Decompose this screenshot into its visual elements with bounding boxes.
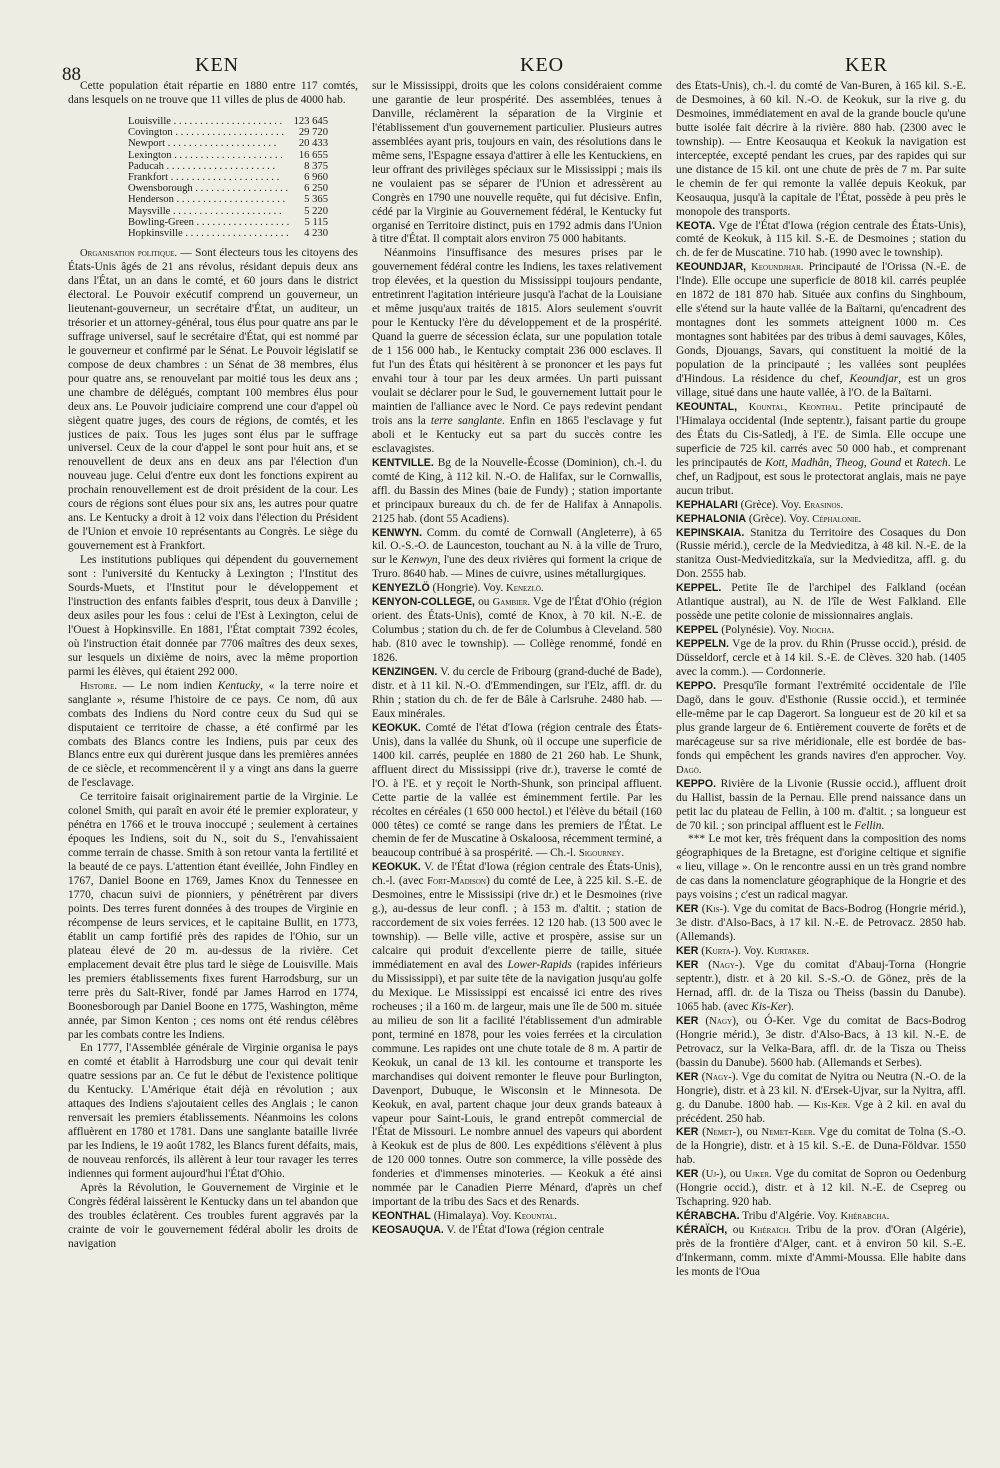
entry-kerabcha: KÉRABCHA. Tribu d'Algérie. Voy. Khérabcha. [676,1210,890,1223]
territory-paragraph: Ce territoire faisait originairement partie de la Virginie. Le colonel Smith, qui paraît en avoir été le premier explorateur, y pénétra en 1766 et le trouva inoccupé ; seulement à certaines époques les Indiens, soit du N., soit du S., l'envahissaient comme terrain de chasse. Smith à son retour vanta la fertilité et la beauté de ce pays. L'attention étant éveillée, John Findley en 1767, Daniel Boone en 1769, James Knox du Tennessee en 1770, chacun suivi de pionniers, y pénétrèrent par divers points. Des terres furent données à des troupes de Virginie en récompense de leurs services, et le capitaine Bullit, en 1773, établit un camp fortifié près des rapides de l'Ohio, sur un plateau élevé de 20 m. au-dessus de la rivière. Cet emplacement devait être plus tard le siège de Louisville. Mais les premiers établissements fixes furent Harrodsburg, sur un terre près du Salt-River, fondé par James Harrod en 1774, Boonesborough par Daniel Boone en 1775, Washington, même année, par Simon Kenton ; ces noms ont été rendus célèbres par les combats contre les Indiens. [68,791,358,1041]
entry-ker-kis: KER (Kis-). Vge du comitat de Bacs-Bodrog (Hongrie mérid.), 3e distr. d'Also-Bacs, à 17 kil. N.-E. de Petrovacz. 2850 hab. (Allemands). [676,903,966,944]
entry-keota: KEOTA. Vge de l'État d'Iowa (région centrale des États-Unis), comté de Keokuk, à 115 kil. S.-E. de Desmoines ; station du ch. de fer de Muscatine. 710 hab. (1990 avec le township). [676,219,966,260]
entry-keoundjar: KEOUNDJAR, Keoundjhar. Principauté de l'Orissa (N.-E. de l'Inde). Elle occupe une superficie de 8018 kil. carrés peuplée en 1872 de 181 870 hab. Située aux confins du Singhboum, elle s'étend sur la haute vallée de la Baïtarni, qu'encadrent des montagnes dont les sommets atteignent 1000 m. Ces montagnes sont habitées par des tribus à demi sauvages, Kôles, Gonds, Djouangs, Savars, qui constituent la moitié de la population de la principauté ; les vallées sont peuplées d'Hindous. La résidence du chef, Keoundjar, est un gros village, situé dans une haute vallée, à l'O. de la Baïtarni. [676,261,966,399]
entry-keppo-river: KEPPO. Rivière de la Livonie (Russie occid.), affluent droit du Hallist, bassin de la Pernau. Elle prend naissance dans un petit lac du plateau de Fellin, à 100 m. d'altit. ; sa longueur est de 70 kil. ; son principal affluent est le Fellin. [676,777,966,832]
keosauqua-continued: des États-Unis), ch.-l. du comté de Van-Buren, à 165 kil. S.-E. de Desmoines, à 60 kil. N.-O. de Keokuk, sur la rive g. du Desmoines, immédiatement en aval de la grande boucle qu'une butte isolée fait décrire à la rivière. 880 hab. (2300 avec le township). — Entre Keosauqua et Keokuk la navigation est interceptée, excepté pendant les crues, par des rapides qui sur une distance de 15 kil. ont une chute de près de 7 m. Par suite le chemin de fer qui remonte la vallée depuis Keokuk, par Keosauqua, jusqu'à la capitale de l'État, possède à peu près le monopole des transports. [676,80,966,218]
city-row: Louisville . . . 123 645 [128,116,328,127]
entry-kephalonia: KEPHALONIA (Grèce). Voy. Céphalonie. [676,512,862,525]
entry-kenyezlo: KENYEZLÖ (Hongrie). Voy. Kenezlö. [372,582,544,595]
entry-ker-kurta: KER (Kurta-). Voy. Kurtaker. [676,945,810,958]
entry-ker-nagy-nyitra: KER (Nagy-). Vge du comitat de Nyitra ou Neutra (N.-O. de la Hongrie), distr. et à 23 kil. N. d'Ersek-Ujvar, sur la Nyitra, affl. g. du Danube. 1800 hab. — Kis-Ker. Vge à 2 kil. en aval du précédent. 250 hab. [676,1070,966,1125]
city-row: Owensborough . . . 6 250 [128,183,328,194]
entry-ker-uj: KER (Uj-), ou Ujker. Vge du comitat de Sopron ou Oedenburg (Hongrie occid.), distr. et à 12 kil. N.-E. de Csepreg ou Tschapring. 920 hab. [676,1168,966,1209]
entry-kentville: KENTVILLE. Bg de la Nouvelle-Écosse (Dominion), ch.-l. du comté de King, à 112 kil. N.-O. de Halifax, sur le Cornwallis, affl. du Bassin des Mines (baie de Fundy) ; station importante et principaux bureaux du ch. de fer de Halifax à Annapolis. 2125 hab. (dont 55 Acadiens). [372,456,662,525]
entry-keokuk-county: KEOKUK. Comté de l'état d'Iowa (région centrale des États-Unis), dans la vallée du Shunk, où il occupe une superficie de 1400 kil. carrés, peuplée en 1880 de 21 260 hab. Le Shunk, affluent direct du Mississippi (rive dr.), traverse le comté de l'O. à l'E. et y reçoit le North-Shunk, son principal affluent. Cette partie de la vallée est éminemment fertile. Par les récoltes en céréales (1 650 000 hectol.) et l'élève du bétail (160 000 têtes) ce comté se range dans les premiers de l'État. Le chemin de fer de Muscatine à Oskaloosa, récemment terminé, a beaucoup contribué à sa prospérité. — Ch.-l. Sigourney. [372,721,662,860]
column-left [68,80,358,1455]
population-intro: Cette population était répartie en 1880 entre 117 comtés, dans lesquels on ne trouve que 11 villes de plus de 4000 hab. [68,80,358,106]
entry-ker-nemet: KER (Nemet-), ou Nemet-Keer. Vge du comitat de Tolna (S.-O. de la Hongrie), distr. et à 15 kil. S.-E. de Duna-Földvar. 1550 hab. [676,1126,966,1167]
entry-keountal: KEOUNTAL, Kountal, Keonthal. Petite principauté de l'Himalaya occidental (Inde septentr.), faisant partie du groupe des États du Cis-Satledj, à l'E. de Simla. Elle occupe une superficie de 725 kil. carrés avec 50 000 hab., et comprenant les principautés de Kott, Madhân, Theog, Gound et Ratech. Le chef, un Radjpout, est sous le protectorat anglais, mais ne paye aucun tribut. [676,400,966,497]
entry-keppel-polynesia: KEPPEL (Polynésie). Voy. Niocha. [676,624,835,637]
entry-kenwyn: KENWYN. Comm. du comté de Cornwall (Angleterre), à 65 kil. O.-S.-O. de Launceston, touchant au N. à la ville de Truro, sur le Kenwyn, l'une des deux rivières qui forment la crique de Truro. 8640 hab. — Mines de cuivre, usines métallurgiques. [372,526,662,581]
column-center [372,80,662,1455]
neanmoins-paragraph: Néanmoins l'insuffisance des mesures prises par le gouvernement fédéral contre les Indiens, les taxes relativement trop élevées, et la question du Mississippi toujours pendante, entretinrent l'agitation intérieure jusqu'à l'achat de la Louisiane et même jusqu'aux traités de 1815. Alors seulement s'ouvrit pour le Kentucky l'ère du développement et de la prospérité. Quand la guerre de sécession éclata, sur une population totale de 1 156 000 hab., le Kentucky comptait 236 000 esclaves. Il fut l'un des États qui hésitèrent à se prononcer et les pays fut envahi tour à tour par les deux armées. Un parti puissant voulait se déclarer pour le Sud, le gouvernement luttait pour le maintien de l'alliance avec le Nord. Ce pays redevint pendant trois ans la terre sanglante. Enfin en 1865 l'esclavage y fut aboli et le Kentucky eut sa part du succès contre les esclavagistes. [372,247,662,455]
entry-keokuk-city: KEOKUK. V. de l'État d'Iowa (région centrale des États-Unis), ch.-l. (avec Fort-Madison) du comté de Lee, à 225 kil. S.-E. de Desmoines, entre le Mississipi (rive dr.) et le Desmoines (rive g.), au-dessus de leur confl. ; à 153 m. d'altit. ; station de raccordement de six voies ferrées. 12 120 hab. (13 500 avec le township). — Belle ville, active et prospère, assise sur un calcaire qui produit d'excellente pierre de taille, située immédiatement en aval des Lower-Rapids (rapides inférieurs du Mississippi), et par suite tête de la navigation jusqu'au golfe du Mexique. Le Mississippi est encaissé ici entre des rives rocheuses ; il a 160 m. de largeur, mais une île de 500 m. située au milieu de son lit a facilité l'établissement d'un admirable pont, terminé en 1878, pour les voies ferrées et la circulation commune. Les rapides ont une chute totale de 8 m. A partir de Keokuk, un canal de 13 kil. les contourne et transporte les marchandises qui doivent remonter le fleuve pour Burlington, Davenport, Dubuque, le Wisconsin et le Minnesota. De Keokuk, en aval, partent chaque jour deux grands bateaux à vapeur pour Saint-Louis, le grand entrepôt commercial de l'État de Missouri. Le nombre annuel des vapeurs qui abordent à Keokuk est de plus de 800. Les expéditions s'élèvent à plus de 120 000 tonnes. Outre son commerce, la ville possède des fonderies et d'immenses minoteries. — Keokuk a été ainsi nommée par le Canadien Pierre Ménard, d'après un chef important de la tribu des Sacs et des Renards. [372,861,662,1209]
assembly-1777-paragraph: En 1777, l'Assemblée générale de Virginie organisa le pays en comté et établit à Harrodsburg une cour qui devait tenir quatre sessions par an. Ce fut le début de l'existence politique du Kentucky. L'Amérique était déjà en révolution ; aux attaques des Indiens s'ajoutaient celles des Anglais ; le canon renversait les premiers établissements. Néanmoins les colons affluèrent en 1780 et 1781. Dans une sanglante bataille livrée par les Indiens, le 19 août 1782, les Blancs furent défaits, mais, de nouveau renforcés, ils allèrent à leur tour ravager les terres indiennes qui forment aujourd'hui l'État d'Ohio. [68,1042,358,1181]
city-population-list [128,116,358,239]
entry-keppel: KEPPEL. Petite île de l'archipel des Falkland (océan Atlantique austral), au N. de l'île de West Falkland. Elle possède une petite colonie de missionnaires anglais. [676,582,966,623]
city-row: Covington . . . 29 720 [128,127,328,138]
entry-kephalari: KEPHALARI (Grèce). Voy. Erasinos. [676,498,844,511]
entry-keppeln: KEPPELN. Vge de la prov. du Rhin (Prusse occid.), présid. de Düsseldorf, cercle et à 14 kil. S.-E. de Clèves. 320 hab. (1405 avec la comm.). — Cordonnerie. [676,638,966,679]
running-head-right: KER [845,54,888,76]
entry-ker-nagy-bacs: KER (Nagy), ou Ó-Ker. Vge du comitat de Bacs-Bodrog (Hongrie mérid.), 3e distr. d'Also-Bacs, à 13 kil. N.-E. de Petrovacz, sur la Velka-Bara, affl. dr. de la Tisza ou Theiss (bassin du Danube). 5600 hab. (Allemands et Serbes). [676,1014,966,1069]
continued-history-paragraph: sur le Mississippi, droits que les colons considéraient comme une garantie de leur prospérité. Des assemblées, tenues à Danville, réclamèrent la séparation de la Virginie et l'établissement d'un gouvernement particulier. Plusieurs autres assemblées ayant pris, toujours en vain, des résolutions dans le même sens, l'Espagne essaya d'attirer à elle les Kentuckiens, en leur offrant des privilèges spéciaux sur le Mississippi ; mais ils ne voulaient pas se séparer de l'Union et adressèrent au Congrès en 1790 une nouvelle requête, qui fut décisive. Enfin, cédé par la Virginie au Gouvernement fédéral, le Kentucky fut organisé en Territoire distinct, puis en 1792 admis dans l'Union à titre d'État. Il comptait alors environ 75 000 habitants. [372,80,662,246]
column-right [676,80,966,1455]
entry-keonthal: KEONTHAL (Himalaya). Voy. Keountal. [372,1210,557,1223]
running-head-center: KEO [520,54,565,76]
institutions-paragraph: Les institutions publiques qui dépendent du gouvernement sont : l'université du Kentucky à Lexington ; l'Institut des Sourds-Muets, et l'Institut pour le développement et l'instruction des enfants faibles d'esprit, tous deux à Danville ; deux asiles pour les fous : celui de l'Est à Lexington, celui de l'Ouest à Hopkinsville. En 1881, l'État comptait 7392 écoles, où l'instruction était donnée par 7706 maîtres des deux sexes, sur lesquels un dixième de noirs, avec la même proportion parmi les élèves, qui étaient 292 000. [68,554,358,678]
entry-kenzingen: KENZINGEN. V. du cercle de Fribourg (grand-duché de Bade), distr. et à 11 kil. N.-O. d'Emmendingen, sur l'Elz, affl. dr. du Rhin ; station du ch. de fer de Bâle à Carlsruhe. 2480 hab. — Eaux minérales. [372,666,662,720]
entry-keraich: KÉRAÏCH, ou Khéraïch. Tribu de la prov. d'Oran (Algérie), près de la frontière d'Alger, cant. et à environ 50 kil. S.-E. d'Inkermann, comm. mixte d'Ammi-Moussa. Elle habite dans les monts de l'Oua [676,1224,966,1279]
revolution-paragraph: Après la Révolution, le Gouvernement de Virginie et le Congrès fédéral laissèrent le Kentucky dans un tel abandon que des troubles éclatèrent. Ces troubles furent aggravés par la crainte de voir le gouvernement fédéral abolir les droits de navigation [68,1182,358,1250]
entry-kenyon-college: KENYON-COLLEGE, ou Gambier. Vge de l'État d'Ohio (région orient. des États-Unis), comté de Knox, à 70 kil. N.-E. de Columbus ; station du ch. de fer de Columbus à Cleveland. 580 hab. (810 avec le township). — Collège renommé, fondé en 1826. [372,596,662,665]
city-row: Paducah . . . 8 375 [128,161,328,172]
page-number: 88 [62,64,81,85]
city-row: Newport . . . 20 433 [128,138,328,149]
entry-keppo-peninsula: KEPPO. Presqu'île formant l'extrémité occidentale de l'île Dagö, dans le gouv. d'Esthonie (Russie occid.), et terminée elle-même par le cap Dagerort. Sa longueur est de 20 kil et sa plus grande largeur de 6. Entièrement couverte de forêts et de marécageuse sur sa rive méridionale, elle est bordée de bas-fonds qui empêchent les grands navires d'en approcher. Voy. Dagö. [676,679,966,776]
political-organization-paragraph: Organisation politique. — Sont électeurs tous les citoyens des États-Unis âgés de 21 ans révolus, résidant depuis deux ans dans l'État, un an dans le comté, et 60 jours dans le district électoral. Le Pouvoir exécutif comprend un gouverneur, un lieutenant-gouverneur, un secrétaire d'État, un auditeur, un trésorier et un attorney-général, tous élus pour quatre ans par le suffrage universel, sauf le secrétaire d'État, qui est nommé par le gouverneur et confirmé par le Sénat. Le Pouvoir législatif se compose de deux chambres : un Sénat de 38 membres, élus pour quatre ans, se renouvelant par moitié tous les deux ans ; une chambre de délégués, comptant 100 membres élus pour deux ans. Le Pouvoir judiciaire comprend une cour d'appel où siègent quatre juges, des cours de régions, de comtés, et les justices de paix. Tous les juges sont élus par le suffrage universel. Ceux de la cour d'appel le sont pour huit ans, et se renouvellent de deux ans en deux ans par l'élection d'un nouveau juge. Celui d'entre eux dont les fonctions expirent au prochain renouvellement est de droit président de la cour. Les cours de régions sont élues pour six ans, les autres pour quatre ans. Le Kentucky a droit à 12 voix dans l'élection du Président de l'Union et envoie 10 représentants au Congrès. Le siège du gouvernement est à Frankfort. [68,247,358,553]
city-row: Maysville . . . 5 220 [128,206,328,217]
running-head-left: KEN [195,54,240,76]
city-row: Frankfort . . . 6 960 [128,172,328,183]
city-row: Henderson . . . 5 365 [128,194,328,205]
city-row: Bowling-Green . . . 5 115 [128,217,328,228]
ker-etymology-note: *** Le mot ker, très fréquent dans la composition des noms géographiques de la Bretagne, est d'origine celtique et signifie « lieu, village ». On le rencontre aussi en un très grand nombre de cas dans la nomenclature géographique de la Hongrie et des pays voisins ; c'est un radical magyar. [676,833,966,902]
entry-keosauqua: KEOSAUQUA. V. de l'État d'Iowa (région centrale [372,1224,605,1237]
city-row: Lexington . . . 16 655 [128,150,328,161]
city-row: Hopkinsville . . . 4 230 [128,228,328,239]
entry-kepinskaia: KEPINSKAIA. Stanitza du Territoire des Cosaques du Don (Russie mérid.), cercle de la Medvieditza, à 48 kil. N.-E. de la stanitza Oust-Medvieditzkaïa, sur la Medvieditza, affl. g. du Don. 2555 hab. [676,526,966,581]
entry-ker-nagy-abauj: KER (Nagy-). Vge du comitat d'Abauj-Torna (Hongrie septentr.), distr. et à 20 kil. S.-S.-O. de Gönez, près de la Hernad, affl. dr. de la Tisza ou Theiss (bassin du Danube). 1065 hab. (avec Kis-Ker). [676,959,966,1013]
history-paragraph: Histoire. — Le nom indien Kentucky, « la terre noire et sanglante », résume l'histoire de ce pays. Ce nom, dû aux combats des Indiens du Nord contre ceux du Sud qui se disputaient ce territoire de chasse, a été confirmé par les combats des Blancs contre les Indiens, puis par ceux des Blancs entre eux qui durèrent jusque dans les premières années de ce siècle, et recommencèrent il y a vingt ans dans la guerre de l'esclavage. [68,679,358,790]
